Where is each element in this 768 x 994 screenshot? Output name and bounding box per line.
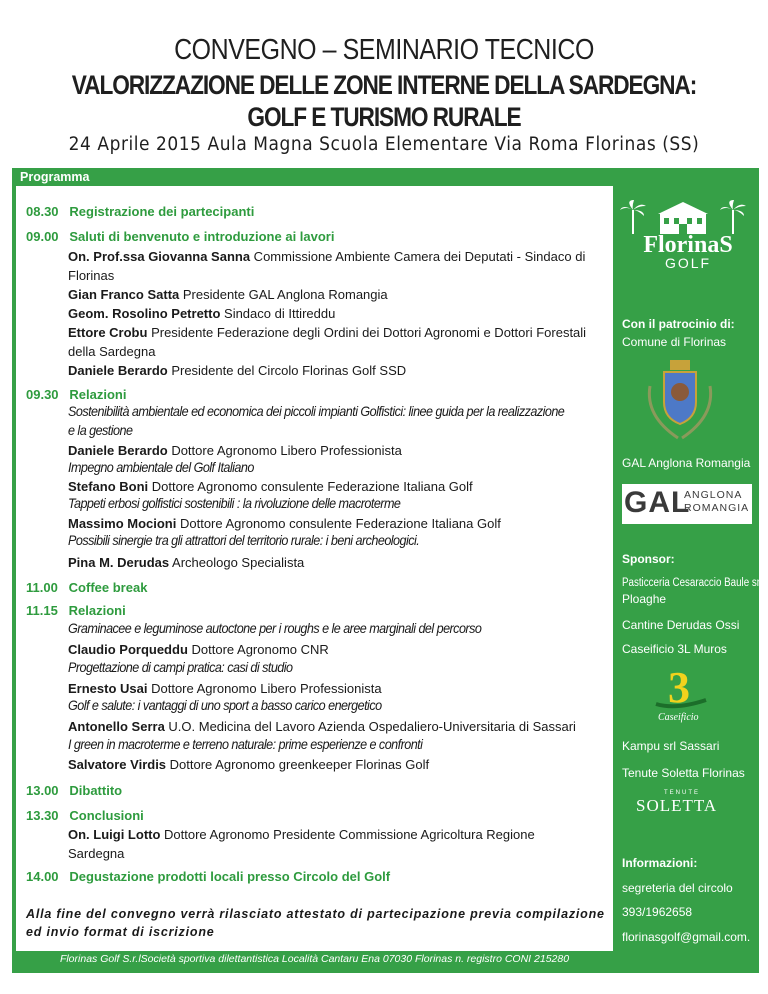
palm-trunk-left: [632, 210, 634, 234]
speaker: [68, 247, 608, 285]
sponsor-5: Tenute Soletta Florinas: [622, 766, 745, 780]
slot-title: Registrazione dei partecipanti: [69, 204, 255, 219]
info-1: segreteria del circolo: [622, 881, 733, 895]
slot-title: Saluti di benvenuto e introduzione ai lavori: [69, 229, 335, 244]
slot-title: Relazioni: [68, 603, 126, 618]
speaker-name: Salvatore Virdis: [68, 757, 167, 772]
slot-0830: [26, 204, 254, 219]
slot-title: Dibattito: [69, 783, 123, 798]
speaker-name: Massimo Mocioni: [68, 516, 177, 531]
gal-logo-line2: ROMANGIA: [684, 502, 750, 514]
speaker-role: Dottore Agronomo consulente Federazione Italiana Golf: [148, 479, 473, 494]
slot-title: Relazioni: [69, 387, 127, 402]
time: 11.00: [26, 580, 58, 595]
slot-1400: [26, 869, 390, 884]
slot-1330: [26, 808, 144, 823]
time: 09.00: [26, 229, 59, 244]
slot-title: Conclusioni: [69, 808, 144, 823]
speaker: [68, 304, 335, 323]
slot-title: Degustazione prodotti locali presso Circolo del Golf: [69, 869, 391, 884]
florinas-coat-of-arms-icon: [640, 356, 720, 442]
speaker: [68, 361, 406, 380]
slot-0930: [26, 387, 126, 402]
speaker: [68, 323, 613, 361]
event-title-line2: GOLF E TURISMO RURALE: [247, 102, 521, 132]
speaker: [68, 755, 429, 774]
speaker-role: Dottore Agronomo greenkeeper Florinas Golf: [166, 757, 430, 772]
programma-label: Programma: [20, 170, 90, 184]
talk-title: Tappeti erbosi golfistici sostenibili : la rivoluzione delle macroterme: [68, 495, 401, 511]
time: 11.15: [26, 603, 58, 618]
speaker-name: Antonello Serra: [68, 719, 165, 734]
time: 14.00: [26, 869, 59, 884]
logo-wordmark: FlorinaS: [643, 232, 733, 258]
certificate-note: Alla fine del convegno verrà rilasciato attestato di partecipazione previa compilazione ed invio format di iscrizione: [26, 907, 605, 939]
info-label: Informazioni:: [622, 856, 698, 870]
speaker: [68, 679, 382, 698]
speaker: [68, 553, 304, 572]
info-email: florinasgolf@gmail.com.: [622, 930, 751, 944]
talk-title: I green in macroterme e terreno naturale: prime esperienze e confronti: [68, 736, 423, 752]
talk-title: Golf e salute: i vantaggi di uno sport a basso carico energetico: [68, 697, 382, 713]
slot-1300: [26, 783, 122, 798]
sponsor-2: Cantine Derudas Ossi: [622, 618, 740, 632]
info-phone: 393/1962658: [622, 905, 693, 919]
event-title-line1: VALORIZZAZIONE DELLE ZONE INTERNE DELLA SARDEGNA:: [71, 70, 697, 100]
speaker-role: Dottore Agronomo CNR: [187, 642, 329, 657]
talk-title: Possibili sinergie tra gli attrattori del territorio rurale: i beni archeologici.: [68, 532, 420, 548]
speaker-role: Presidente Federazione degli Ordini dei Dottori Agronomi e Dottori Forestali della Sardegna: [68, 325, 587, 359]
patrocinio-label: Con il patrocinio di:: [622, 317, 735, 331]
speaker-role: Commissione Ambiente Camera dei Deputati - Sindaco di Florinas: [68, 249, 586, 283]
caseificio-logo-text: Caseificio: [658, 712, 699, 723]
slot-1100: [26, 580, 147, 595]
logo-subtitle: GOLF: [664, 255, 712, 270]
sponsor-1-city: Ploaghe: [622, 592, 667, 606]
sponsor-3: Caseificio 3L Muros: [622, 642, 727, 656]
speaker-name: Daniele Berardo: [68, 363, 168, 378]
speaker: [68, 640, 329, 659]
speaker: [68, 825, 583, 863]
speaker-name: On. Prof.ssa Giovanna Sanna: [68, 249, 251, 264]
footer-legal: Florinas Golf S.r.lSocietà sportiva dilettantistica Località Cantaru Ena 07030 Florinas n. registro CONI 215280: [59, 953, 570, 965]
speaker-role: U.O. Medicina del Lavoro Azienda Ospedaliero-Universitaria di Sassari: [164, 719, 576, 734]
speaker-role: Archeologo Specialista: [169, 555, 305, 570]
soletta-logo-small: TENUTE: [664, 790, 700, 796]
slot-title: Coffee break: [68, 580, 148, 595]
speaker: [68, 441, 402, 460]
time: 13.30: [26, 808, 59, 823]
speaker-role: Dottore Agronomo consulente Federazione Italiana Golf: [176, 516, 501, 531]
speaker-role: Presidente GAL Anglona Romangia: [179, 287, 388, 302]
sponsor-1: Pasticceria Cesaraccio Baule snc: [622, 577, 768, 589]
speaker: [68, 477, 473, 496]
gal-logo-line1: ANGLONA: [684, 489, 743, 501]
speaker-role: Dottore Agronomo Libero Professionista: [167, 443, 402, 458]
speaker-name: Claudio Porqueddu: [68, 642, 188, 657]
gal-label: GAL Anglona Romangia: [622, 456, 751, 470]
time: 09.30: [26, 387, 59, 402]
talk-title: Sostenibilità ambientale ed economica dei piccoli impianti Golfistici: linee guida per la realizzazione: [68, 403, 565, 419]
soletta-logo-word: SOLETTA: [636, 796, 718, 815]
speaker-role: Sindaco di Ittireddu: [220, 306, 336, 321]
slot-1115: [26, 603, 126, 618]
sponsor-label: Sponsor:: [622, 552, 675, 566]
speaker: [68, 514, 501, 533]
speaker-role: Dottore Agronomo Presidente Commissione Agricoltura Regione Sardegna: [68, 827, 535, 861]
event-type: CONVEGNO – SEMINARIO TECNICO: [174, 34, 594, 66]
speaker-name: Geom. Rosolino Petretto: [68, 306, 221, 321]
talk-title: Impegno ambientale del Golf Italiano: [68, 459, 254, 475]
time: 13.00: [26, 783, 59, 798]
speaker-name: Daniele Berardo: [68, 443, 168, 458]
gal-logo-word: GAL: [624, 486, 691, 519]
florinas-golf-logo: [618, 192, 758, 270]
event-date-location: 24 Aprile 2015 Aula Magna Scuola Elementare Via Roma Florinas (SS): [68, 134, 700, 155]
talk-title: Graminacee e leguminose autoctone per i roughs e le aree marginali del percorso: [68, 620, 482, 636]
gal-logo: [622, 484, 752, 524]
speaker-name: On. Luigi Lotto: [68, 827, 161, 842]
speaker: [68, 717, 576, 736]
speaker-name: Ettore Crobu: [68, 325, 148, 340]
speaker-name: Gian Franco Satta: [68, 287, 180, 302]
speaker-name: Ernesto Usai: [68, 681, 148, 696]
caseificio-3l-logo: [646, 660, 716, 724]
speaker: [68, 285, 388, 304]
talk-title-cont: e la gestione: [68, 422, 133, 438]
speaker-name: Stefano Boni: [68, 479, 149, 494]
slot-0900: [26, 229, 334, 244]
soletta-logo: [636, 790, 740, 818]
speaker-role: Dottore Agronomo Libero Professionista: [147, 681, 382, 696]
speaker-role: Presidente del Circolo Florinas Golf SSD: [167, 363, 407, 378]
time: 08.30: [26, 204, 59, 219]
talk-title: Progettazione di campi pratica: casi di studio: [68, 659, 293, 675]
sponsor-4: Kampu srl Sassari: [622, 739, 720, 753]
svg-text:3: 3: [668, 663, 690, 712]
speaker-name: Pina M. Derudas: [68, 555, 170, 570]
patrocinio-value: Comune di Florinas: [622, 335, 727, 349]
